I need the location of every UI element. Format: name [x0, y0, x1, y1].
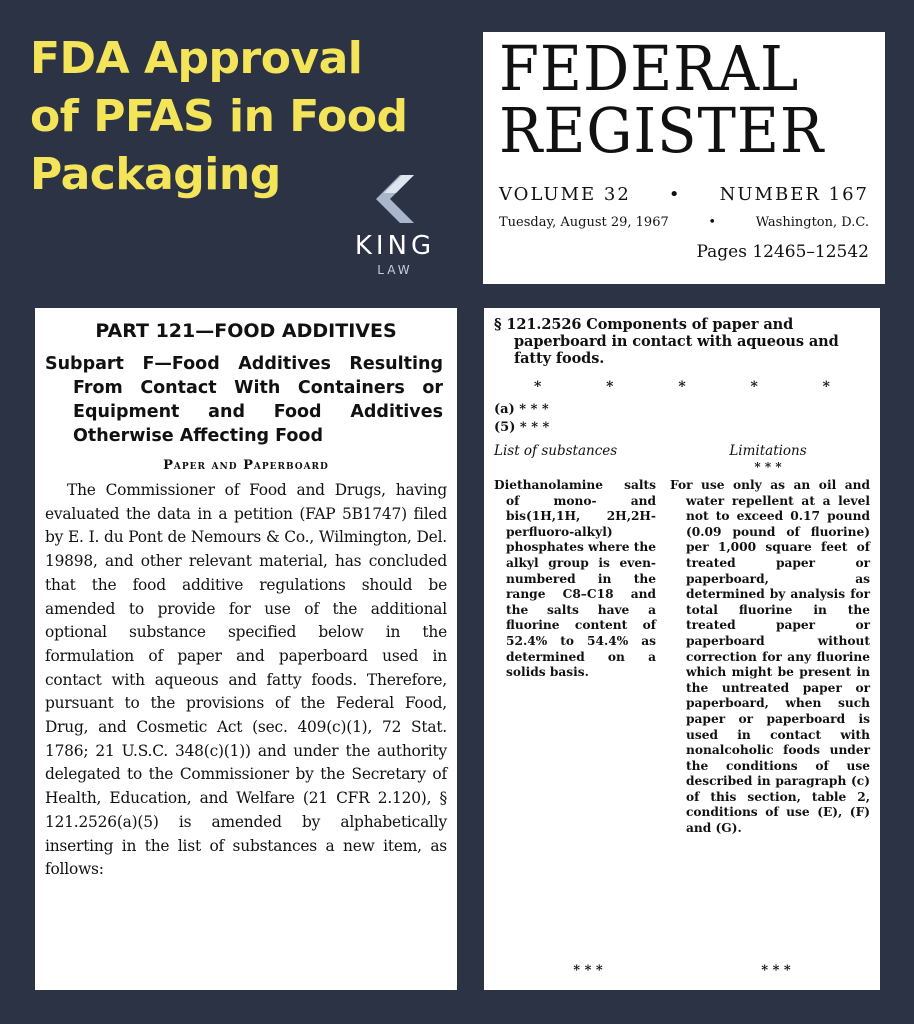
end-omission-stars [494, 963, 870, 978]
fr-separator-2: • [708, 215, 717, 230]
fr-number: NUMBER 167 [719, 184, 869, 205]
end-stars-right: * * * [761, 963, 791, 978]
fr-date-row [499, 215, 869, 230]
star: * [822, 379, 830, 395]
subsection-lines [494, 401, 870, 437]
fr-location: Washington, D.C. [755, 215, 869, 230]
star: * [606, 379, 614, 395]
col-header-limitations: Limitations [729, 443, 807, 459]
star: * [534, 379, 542, 395]
logo-name: KING [354, 231, 436, 261]
logo-sub: LAW [377, 263, 413, 277]
fr-volume: VOLUME 32 [499, 184, 631, 205]
subsection-a: (a) * * * [494, 402, 549, 417]
regulation-excerpt-right [484, 308, 880, 990]
chevron-left-icon [374, 175, 416, 223]
king-law-logo [340, 175, 450, 277]
fr-title-line-1: FEDERAL [499, 32, 800, 105]
headline-line-1: FDA Approval [30, 33, 363, 84]
fr-volume-row [499, 184, 869, 205]
limitation-cell: For use only as an oil and water repellent at a level not to exceed 0.17 pound (0.09 pound of fluorine) per 1,000 square feet of treated paper or paperboard, as determined by analysis for total fluorine in the treated paper or paperboard without correction for any fluorine which might be present in the untreated paper or paperboard, when such paper or paperboard is used in contact with nonalcoholic foods under the conditions of use described in paragraph (c) of this section, table 2, conditions of use (E), (F) and (G). [670, 478, 870, 836]
table-row [494, 478, 870, 837]
headline-line-2: of PFAS in Food [30, 91, 408, 142]
omission-stars [494, 379, 870, 395]
headline-line-3: Packaging [30, 149, 281, 200]
star: * [750, 379, 758, 395]
substance-cell: Diethanolamine salts of mono- and bis(1H,1H, 2H,2H-perfluoro-alkyl) phosphates where the alkyl group is even-numbered in the range C8–C18 and the salts have a fluorine content of 52.4% to 54.4% as determined on a solids basis. [494, 478, 656, 680]
section-heading: § 121.2526 Components of paper and paperboard in contact with aqueous and fatty foods. [494, 316, 839, 367]
regulation-body: The Commissioner of Food and Drugs, having evaluated the data in a petition (FAP 5B1747) filed by E. I. du Pont de Nemours & Co., Wilmington, Del. 19898, and other relevant material, has concluded that the food additive regulations should be amended to provide for use of the additional optional substance specified below in the formulation of paper and paperboard used in contact with aqueous and fatty foods. Therefore, pursuant to the provisions of the Federal Food, Drug, and Cosmetic Act (sec. 409(c)(1), 72 Stat. 1786; 21 U.S.C. 348(c)(1)) and under the authority delegated to the Commissioner by the Secretary of Health, Education, and Welfare (21 CFR 2.120), § 121.2526(a)(5) is amended by alphabetically inserting in the list of substances a new item, as follows: [45, 481, 447, 879]
federal-register-masthead [483, 32, 885, 284]
subsection-5: (5) * * * [494, 420, 550, 435]
regulation-excerpt-left [35, 308, 457, 990]
table-header [494, 443, 870, 459]
subpart-heading: Subpart F—Food Additives Resulting From Contact With Containers or Equipment and Food Additives Otherwise Affecting Food [45, 354, 443, 446]
header-stars: * * * [754, 460, 782, 474]
fr-separator: • [668, 184, 682, 205]
fr-date: Tuesday, August 29, 1967 [499, 215, 669, 230]
star: * [678, 379, 686, 395]
end-stars-left: * * * [573, 963, 603, 978]
fr-pages: Pages 12465–12542 [696, 242, 869, 262]
part-title: PART 121—FOOD ADDITIVES [95, 320, 397, 342]
col-header-substances: List of substances [494, 443, 618, 459]
section-title: Paper and Paperboard [163, 458, 329, 473]
fr-title-line-2: REGISTER [499, 94, 825, 167]
